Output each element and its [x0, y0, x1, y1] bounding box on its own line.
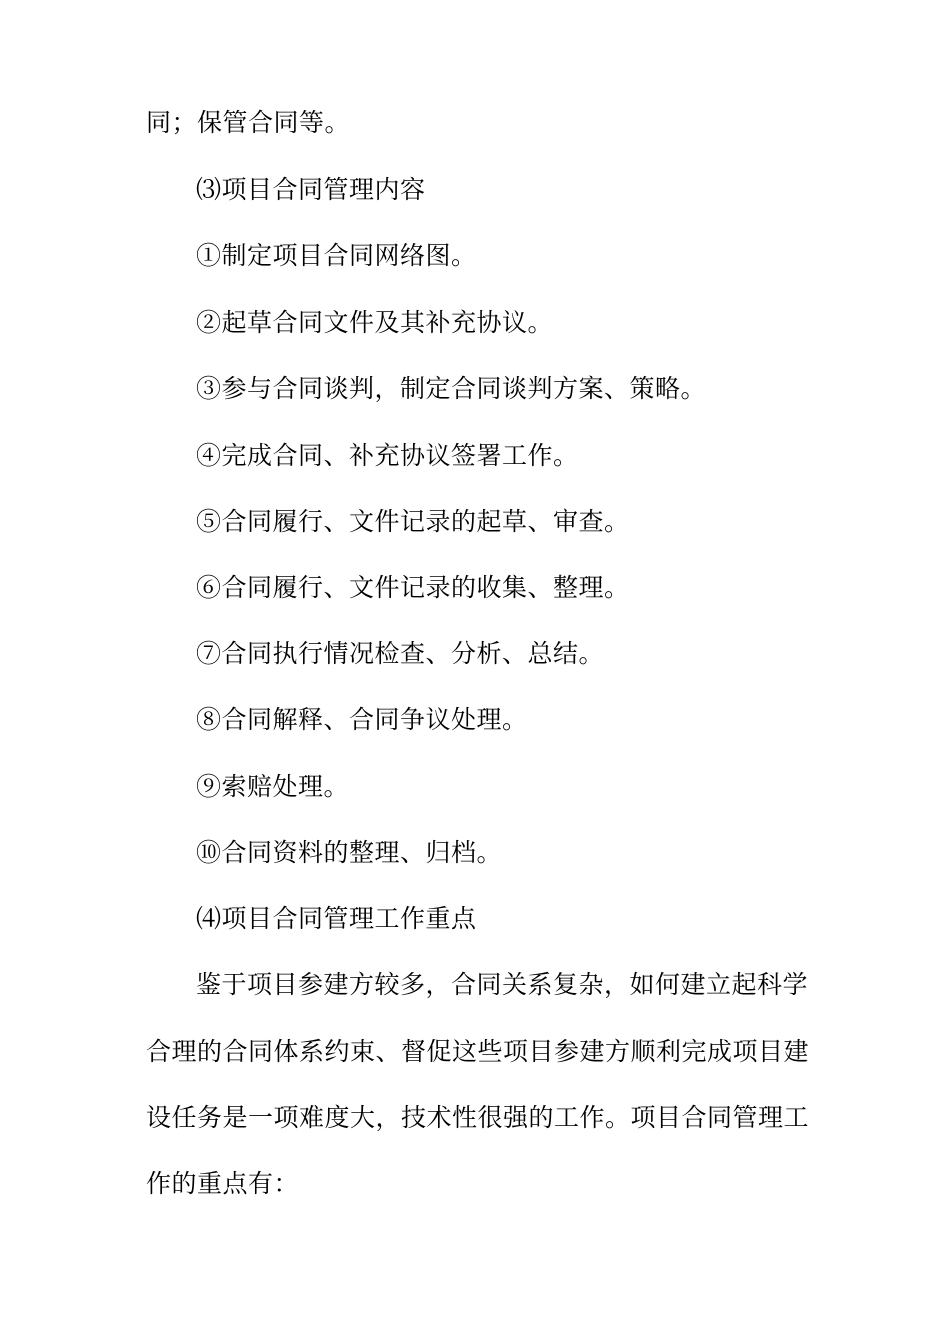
- list-item: ④完成合同、补充协议签署工作。: [196, 441, 579, 470]
- list-item: ①制定项目合同网络图。: [196, 241, 477, 270]
- text-line: 同；保管合同等。: [146, 108, 351, 137]
- paragraph-line: 合理的合同体系约束、督促这些项目参建方顺利完成项目建: [146, 1037, 810, 1066]
- list-item: ⑧合同解释、合同争议处理。: [196, 705, 528, 734]
- section-heading: ⑶项目合同管理内容: [196, 175, 426, 204]
- section-heading: ⑷项目合同管理工作重点: [196, 904, 477, 933]
- paragraph-line: 作的重点有：: [146, 1169, 300, 1198]
- list-item: ⑩合同资料的整理、归档。: [196, 838, 503, 867]
- list-item: ③参与合同谈判，制定合同谈判方案、策略。: [196, 374, 707, 403]
- paragraph-line: 设任务是一项难度大，技术性很强的工作。项目合同管理工: [146, 1103, 810, 1132]
- list-item: ⑨索赔处理。: [196, 772, 350, 801]
- list-item: ⑤合同履行、文件记录的起草、审查。: [196, 507, 630, 536]
- list-item: ②起草合同文件及其补充协议。: [196, 308, 554, 337]
- paragraph-line: 鉴于项目参建方较多，合同关系复杂，如何建立起科学: [196, 970, 809, 999]
- list-item: ⑦合同执行情况检查、分析、总结。: [196, 639, 605, 668]
- list-item: ⑥合同履行、文件记录的收集、整理。: [196, 573, 630, 602]
